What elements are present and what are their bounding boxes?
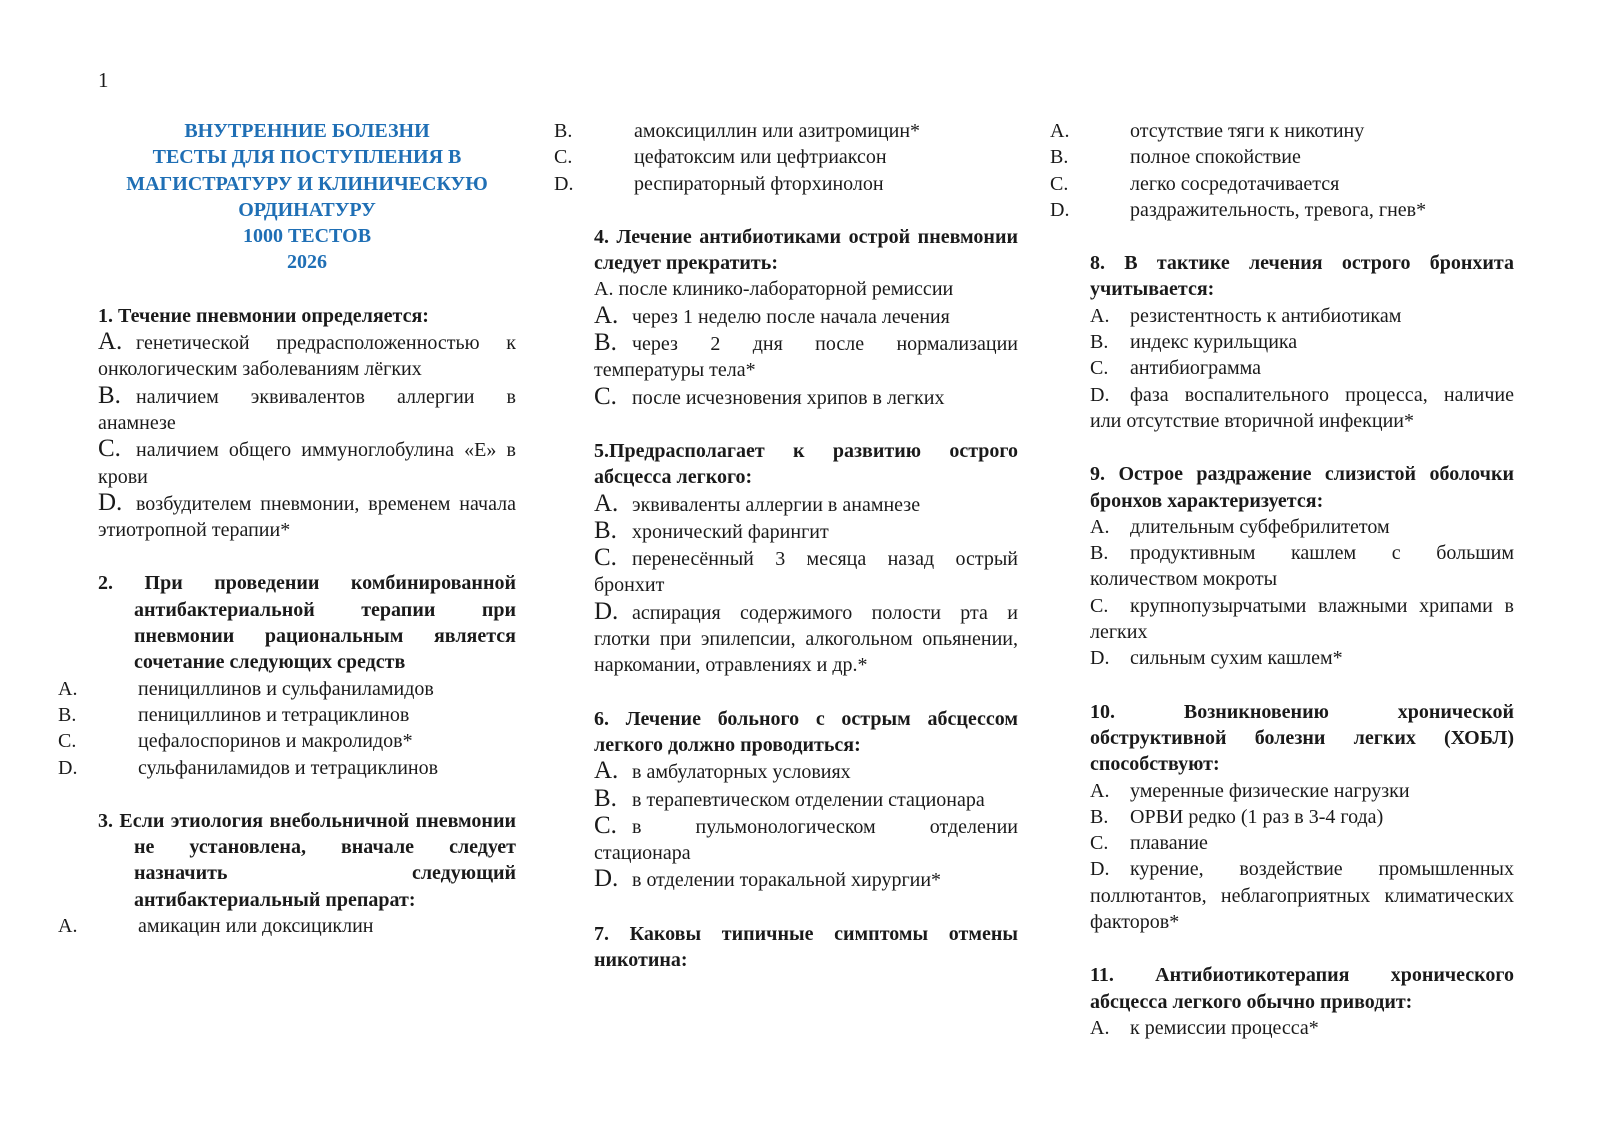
option-letter: D. bbox=[1090, 647, 1110, 670]
option-letter: D. bbox=[594, 597, 619, 625]
option-text: возбудителем пневмонии, временем начала этиотропной терапии* bbox=[98, 492, 516, 542]
option-b bbox=[1090, 540, 1514, 593]
option-letter: B. bbox=[594, 516, 617, 544]
option-letter: D. bbox=[1090, 858, 1110, 881]
option-b bbox=[1090, 804, 1514, 830]
option-letter: D. bbox=[554, 172, 574, 195]
option-c bbox=[594, 813, 1018, 867]
title-line: ОРДИНАТУРУ bbox=[238, 198, 376, 221]
option-letter: D. bbox=[1050, 198, 1070, 221]
option-b bbox=[1090, 329, 1514, 355]
option-text: плавание bbox=[1130, 832, 1208, 855]
question-text: 10. Возникновению хронической обструктивной болезни легких (ХОБЛ) способствуют: bbox=[1090, 700, 1514, 776]
option-c bbox=[1090, 830, 1514, 856]
option-a bbox=[58, 676, 516, 702]
option-letter: A. bbox=[58, 915, 78, 938]
option-d bbox=[594, 599, 1018, 679]
option-text: полное спокойствие bbox=[1130, 146, 1301, 169]
option-a bbox=[594, 303, 1018, 330]
option-letter: B. bbox=[58, 703, 77, 726]
option-letter: B. bbox=[98, 381, 121, 409]
option-letter: B. bbox=[1090, 542, 1109, 565]
option-c bbox=[58, 728, 516, 754]
question-text: 4. Лечение антибиотиками острой пневмонии следует прекратить: bbox=[594, 225, 1018, 275]
question-7-continued bbox=[1050, 118, 1514, 223]
column-3 bbox=[1050, 118, 1514, 1068]
question-11 bbox=[1090, 962, 1514, 1041]
option-letter: A. bbox=[58, 677, 78, 700]
option-text: антибиограмма bbox=[1130, 357, 1262, 380]
option-b bbox=[594, 518, 1018, 545]
option-b bbox=[98, 383, 516, 437]
option-letter: B. bbox=[554, 120, 573, 142]
question-8 bbox=[1090, 250, 1514, 434]
option-text: фаза воспалительного процесса, наличие или отсутствие вторичной инфекции* bbox=[1090, 383, 1514, 432]
option-extra: A. после клинико-лабораторной ремиссии bbox=[594, 278, 954, 301]
option-text: легко сосредотачивается bbox=[1130, 172, 1340, 195]
option-text: цефалоспоринов и макролидов* bbox=[138, 730, 413, 753]
option-letter: B. bbox=[1090, 331, 1109, 354]
option-letter: C. bbox=[554, 146, 573, 169]
option-text: к ремиссии процесса* bbox=[1130, 1016, 1319, 1039]
option-text: после исчезновения хрипов в легких bbox=[632, 386, 945, 409]
option-text: курение, воздействие промышленных поллютантов, неблагоприятных климатических факторов* bbox=[1090, 858, 1514, 934]
option-b bbox=[554, 118, 1018, 144]
question-text: 9. Острое раздражение слизистой оболочки бронхов характеризуется: bbox=[1090, 463, 1514, 512]
question-text: 5.Предрасполагает к развитию острого абсцесса легкого: bbox=[594, 439, 1018, 489]
option-text: в терапевтическом отделении стационара bbox=[632, 788, 985, 811]
option-text: раздражительность, тревога, гнев* bbox=[1130, 198, 1427, 221]
option-text: в пульмонологическом отделении стационара bbox=[594, 815, 1018, 865]
option-d bbox=[1050, 197, 1514, 223]
option-c bbox=[98, 436, 516, 490]
option-text: генетической предрасположенностью к онкологическим заболеваниям лёгких bbox=[98, 332, 516, 381]
option-letter: C. bbox=[594, 811, 617, 839]
option-a bbox=[58, 913, 516, 939]
option-c bbox=[594, 545, 1018, 599]
option-a bbox=[594, 758, 1018, 785]
option-text: респираторный фторхинолон bbox=[634, 172, 884, 195]
option-b bbox=[1050, 144, 1514, 170]
option-text: сильным сухим кашлем* bbox=[1130, 647, 1343, 670]
option-a bbox=[1090, 778, 1514, 804]
option-text: отсутствие тяги к никотину bbox=[1130, 120, 1365, 142]
option-letter: C. bbox=[98, 435, 121, 463]
option-letter: C. bbox=[1090, 594, 1109, 617]
option-text: через 2 дня после нормализации температуры тела* bbox=[594, 333, 1018, 382]
question-6 bbox=[594, 706, 1018, 894]
option-d bbox=[1090, 382, 1514, 435]
option-c bbox=[1050, 171, 1514, 197]
option-b bbox=[594, 786, 1018, 813]
option-d bbox=[554, 171, 1018, 197]
option-a bbox=[98, 329, 516, 383]
title-line: ТЕСТЫ ДЛЯ ПОСТУПЛЕНИЯ В bbox=[152, 146, 462, 169]
option-letter: A. bbox=[594, 489, 619, 517]
option-letter: A. bbox=[98, 328, 123, 356]
title-line: 1000 ТЕСТОВ bbox=[242, 225, 372, 248]
option-c bbox=[1090, 593, 1514, 646]
title-line: 2026 bbox=[287, 251, 327, 274]
option-text: резистентность к антибиотикам bbox=[1130, 304, 1402, 327]
option-text: цефатоксим или цефтриаксон bbox=[634, 146, 887, 169]
option-text: в отделении торакальной хирургии* bbox=[632, 869, 942, 892]
question-2 bbox=[58, 570, 516, 780]
option-c bbox=[554, 144, 1018, 170]
option-letter: A. bbox=[594, 301, 619, 329]
option-letter: C. bbox=[1090, 357, 1109, 380]
option-letter: A. bbox=[1090, 304, 1110, 327]
option-letter: B. bbox=[594, 784, 617, 812]
option-letter: A. bbox=[1090, 779, 1110, 802]
option-letter: C. bbox=[1090, 832, 1109, 855]
option-text: эквиваленты аллергии в анамнезе bbox=[632, 493, 921, 516]
option-text: амикацин или доксициклин bbox=[138, 915, 374, 938]
question-3-continued bbox=[554, 118, 1018, 197]
option-text: пенициллинов и сульфаниламидов bbox=[138, 677, 434, 700]
option-text: перенесённый 3 месяца назад острый бронхит bbox=[594, 548, 1018, 597]
option-d bbox=[98, 490, 516, 544]
question-3 bbox=[58, 808, 516, 939]
question-7 bbox=[594, 921, 1018, 974]
option-d bbox=[1090, 856, 1514, 935]
option-a bbox=[1090, 514, 1514, 540]
option-letter: D. bbox=[594, 865, 619, 893]
option-letter: C. bbox=[1050, 172, 1069, 195]
option-text: ОРВИ редко (1 раз в 3-4 года) bbox=[1130, 805, 1384, 828]
option-d bbox=[1090, 645, 1514, 671]
option-letter: A. bbox=[1090, 515, 1110, 538]
question-text: 11. Антибиотикотерапия хронического абсцесса легкого обычно приводит: bbox=[1090, 964, 1514, 1013]
option-text: пенициллинов и тетрациклинов bbox=[138, 703, 410, 726]
option-a bbox=[1090, 1015, 1514, 1041]
question-text: 7. Каковы типичные симптомы отмены никотина: bbox=[594, 922, 1018, 972]
option-d bbox=[594, 866, 1018, 893]
option-c bbox=[594, 384, 1018, 411]
option-text: наличием эквивалентов аллергии в анамнезе bbox=[98, 385, 516, 434]
document-title bbox=[98, 118, 516, 276]
option-letter: C. bbox=[594, 544, 617, 572]
option-letter: B. bbox=[1090, 805, 1109, 828]
option-letter: D. bbox=[58, 756, 78, 779]
option-text: наличием общего иммуноглобулина «Е» в крови bbox=[98, 439, 516, 488]
option-b bbox=[594, 330, 1018, 384]
option-a bbox=[594, 491, 1018, 518]
option-letter: C. bbox=[594, 382, 617, 410]
option-letter: A. bbox=[1050, 120, 1070, 142]
option-letter: D. bbox=[1090, 383, 1110, 406]
question-text: 6. Лечение больного с острым абсцессом легкого должно проводиться: bbox=[594, 707, 1018, 756]
question-5 bbox=[594, 438, 1018, 679]
option-text: длительным субфебрилитетом bbox=[1130, 515, 1390, 538]
question-text: 1. Течение пневмонии определяется: bbox=[98, 304, 429, 327]
option-text: хронический фарингит bbox=[632, 520, 829, 543]
option-letter: C. bbox=[58, 730, 77, 753]
option-text: аспирация содержимого полости рта и глотки при эпилепсии, алкогольном опьянении, наркомании, отравлениях и др.* bbox=[594, 601, 1018, 677]
option-letter: A. bbox=[1090, 1016, 1110, 1039]
question-1 bbox=[98, 303, 516, 544]
column-1 bbox=[58, 118, 516, 966]
question-text: 8. В тактике лечения острого бронхита учитывается: bbox=[1090, 252, 1514, 301]
question-9 bbox=[1090, 461, 1514, 671]
option-b bbox=[58, 702, 516, 728]
question-10 bbox=[1090, 699, 1514, 936]
option-letter: B. bbox=[594, 329, 617, 357]
title-line: МАГИСТРАТУРУ И КЛИНИЧЕСКУЮ bbox=[126, 172, 488, 195]
option-letter: B. bbox=[1050, 146, 1069, 169]
option-text: умеренные физические нагрузки bbox=[1130, 779, 1410, 802]
option-text: продуктивным кашлем с большим количеством мокроты bbox=[1090, 542, 1514, 591]
option-text: крупнопузырчатыми влажными хрипами в легких bbox=[1090, 594, 1514, 644]
question-text: 3. Если этиология внебольничной пневмонии не установлена, вначале следует назначить следующий антибактериальный препарат: bbox=[98, 809, 516, 911]
option-text: через 1 неделю после начала лечения bbox=[632, 305, 950, 328]
option-text: индекс курильщика bbox=[1130, 331, 1298, 354]
option-c bbox=[1090, 355, 1514, 381]
column-2 bbox=[554, 118, 1018, 1000]
question-4 bbox=[594, 224, 1018, 411]
option-text: в амбулаторных условиях bbox=[632, 761, 851, 784]
option-text: сульфаниламидов и тетрациклинов bbox=[138, 756, 439, 779]
option-letter: D. bbox=[98, 488, 123, 516]
title-line: ВНУТРЕННИЕ БОЛЕЗНИ bbox=[184, 120, 430, 142]
option-a bbox=[1050, 118, 1514, 144]
question-text: 2. При проведении комбинированной антибактериальной терапии при пневмонии рациональным является сочетание следующих средств bbox=[98, 572, 516, 674]
option-text: амоксициллин или азитромицин* bbox=[634, 120, 921, 142]
page-number: 1 bbox=[98, 68, 109, 92]
option-a bbox=[1090, 303, 1514, 329]
option-d bbox=[58, 755, 516, 781]
option-letter: A. bbox=[594, 757, 619, 785]
